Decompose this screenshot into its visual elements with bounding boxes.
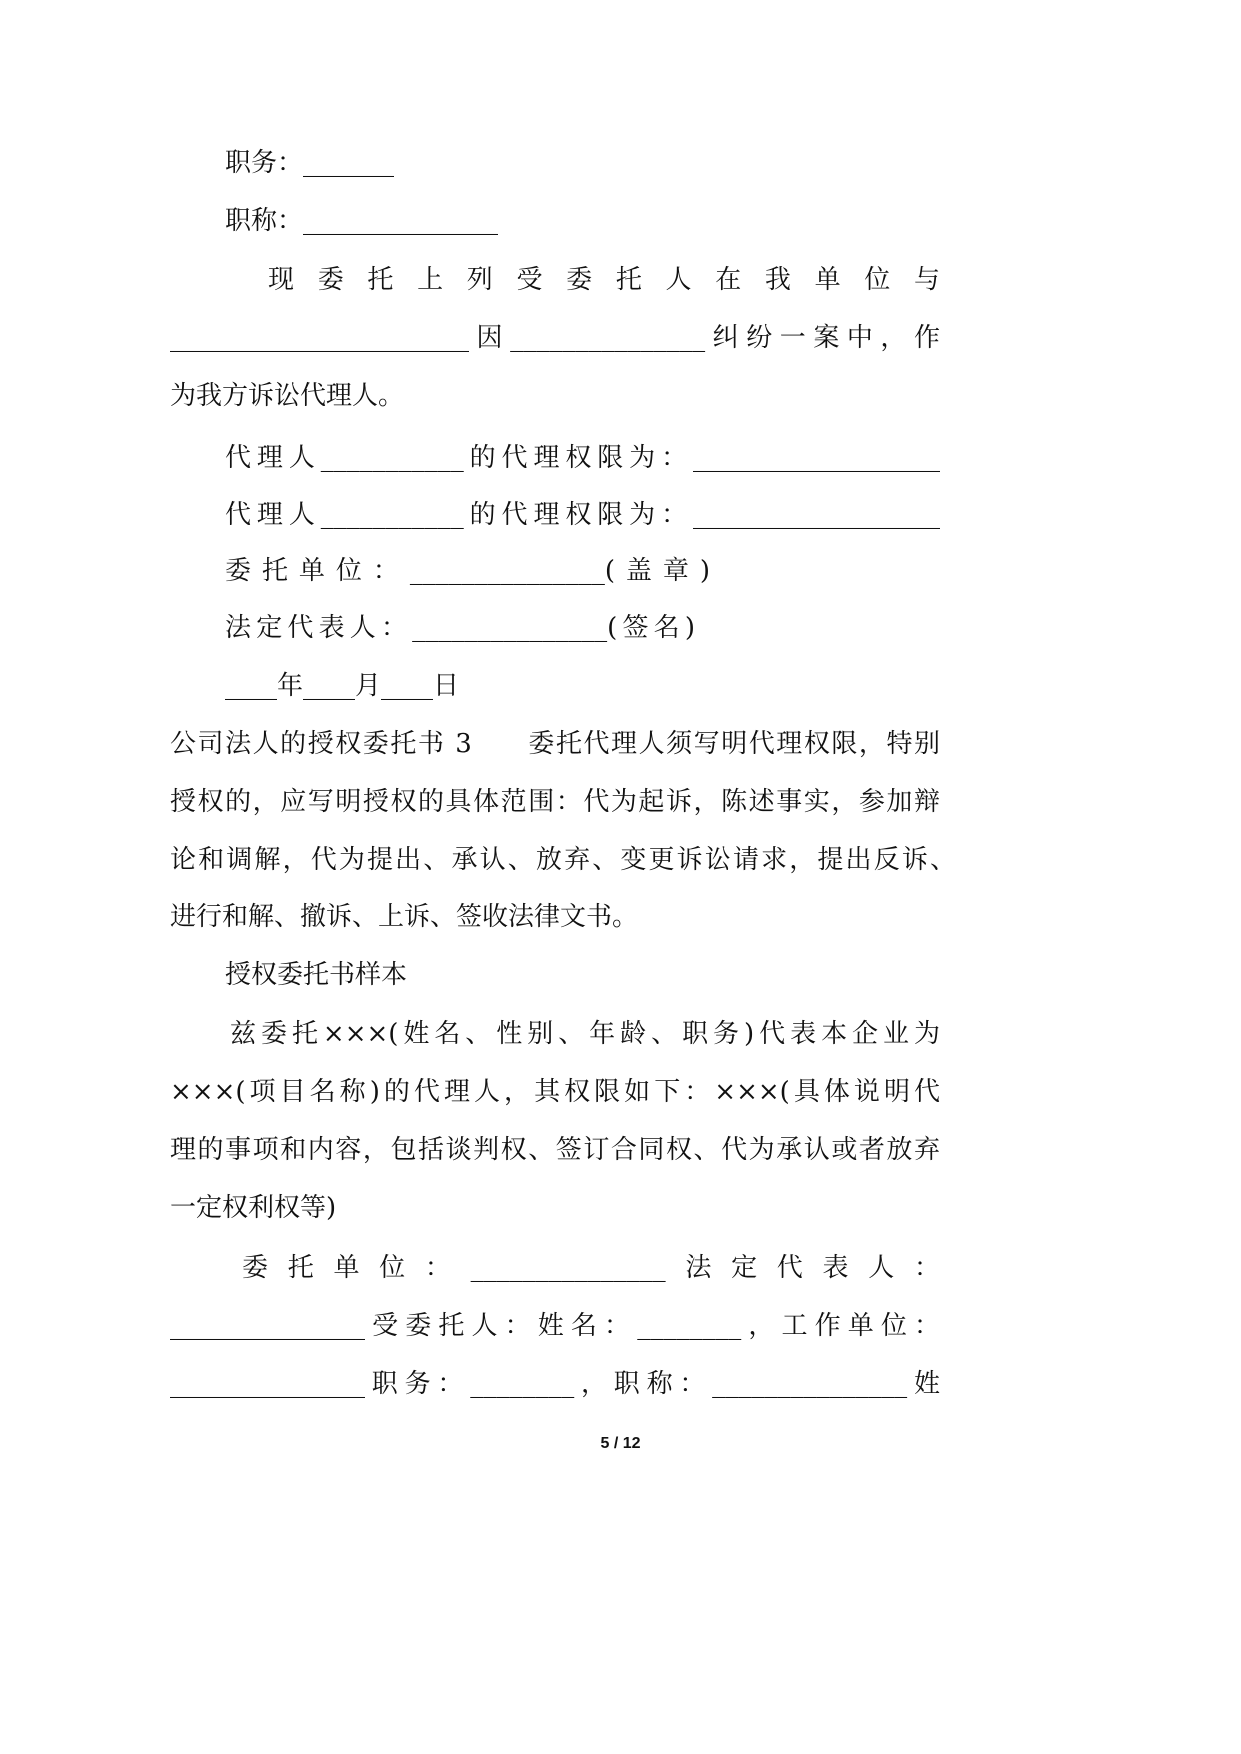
text-line: 代理人___________的代理权限为：___________________ [225,500,940,530]
text-line: 职称：_______________ [225,206,499,236]
text-line: ____年____月____日 [225,671,460,701]
text-line: _______________职务：________，职称：_______________姓 [170,1369,940,1399]
text-line: 委托单位：_______________法定代表人： [242,1253,940,1283]
text-line: 进行和解、撤诉、上诉、签收法律文书。 [170,902,639,932]
text-line: 法定代表人：_______________(签名) [225,613,695,643]
text-line: 兹委托×××(姓名、性别、年龄、职务)代表本企业为 [230,1019,940,1049]
text-line: _______________________因_______________纠纷一案中，作 [170,323,940,353]
text-line: 现委托上列受委托人在我单位与 [268,265,940,295]
page-number: 5 / 12 [600,1435,641,1452]
text-line: 委托单位：_______________(盖章) [225,556,710,586]
section-heading-line: 公司法人的授权委托书 3 委托代理人须写明代理权限，特别 [170,729,940,759]
text-line: 一定权利权等) [170,1193,337,1223]
text-line: 理的事项和内容，包括谈判权、签订合同权、代为承认或者放弃 [170,1135,940,1165]
text-line: 授权的，应写明授权的具体范围：代为起诉，陈述事实，参加辩 [170,787,940,817]
text-line: ×××(项目名称)的代理人，其权限如下：×××(具体说明代 [170,1077,940,1107]
text-line: 为我方诉讼代理人。 [170,381,405,411]
text-line: 论和调解，代为提出、承认、放弃、变更诉讼请求，提出反诉、 [170,845,956,875]
text-line: 职务：_______ [225,148,395,178]
subheading: 授权委托书样本 [225,960,408,990]
text-line: _______________受委托人：姓名：________，工作单位： [170,1311,940,1341]
text-line: 代理人___________的代理权限为：___________________ [225,443,940,473]
